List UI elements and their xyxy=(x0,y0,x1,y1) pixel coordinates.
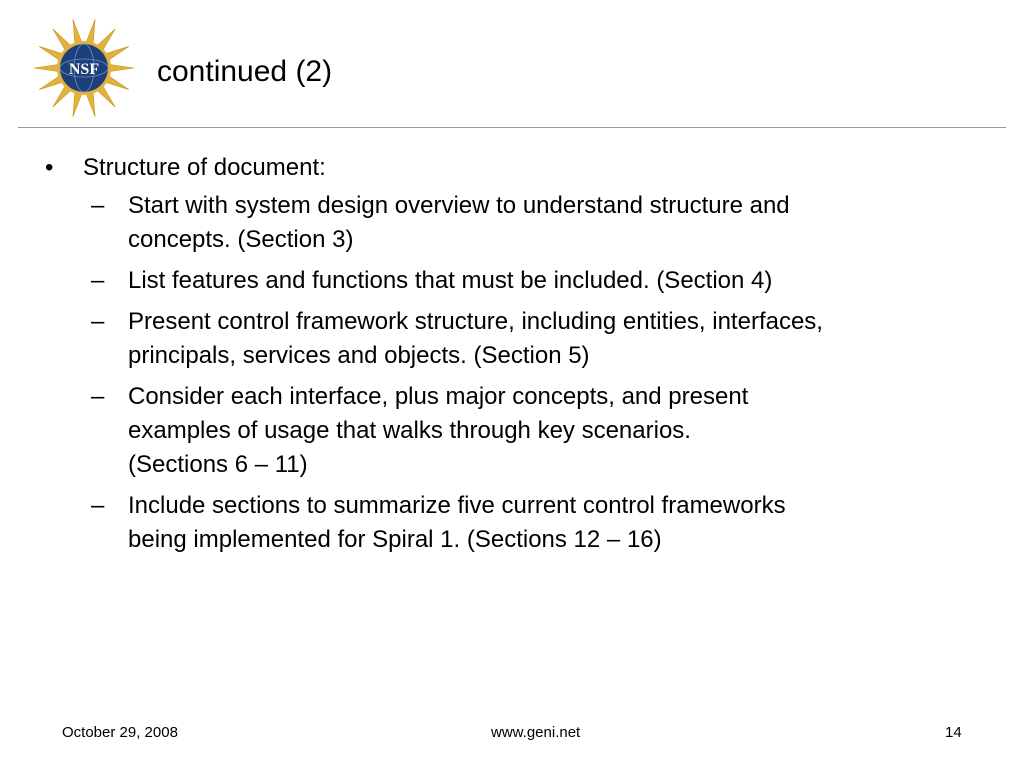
footer-page-number: 14 xyxy=(945,724,962,741)
sub-bullet-marker: – xyxy=(91,492,105,519)
logo-ray xyxy=(108,64,134,72)
sub-bullet-marker: – xyxy=(91,267,105,294)
title-divider xyxy=(18,127,1006,128)
sub-bullet-line: concepts. (Section 3) xyxy=(128,226,354,253)
sub-bullet-list xyxy=(45,189,975,557)
bullet-text: Structure of document: xyxy=(83,154,326,181)
sub-bullet-line: examples of usage that walks through key scenarios. xyxy=(128,417,691,444)
slide-title: continued (2) xyxy=(157,55,333,88)
sub-bullet-item xyxy=(45,489,963,557)
sub-bullet-line: Include sections to summarize five current control frameworks xyxy=(128,492,786,519)
sub-bullet-line: Present control framework structure, including entities, interfaces, xyxy=(128,308,823,335)
bullet-item xyxy=(45,151,975,185)
nsf-logo-text: NSF xyxy=(68,61,100,78)
slide-body xyxy=(45,151,975,564)
sub-bullet-line: Start with system design overview to understand structure and xyxy=(128,192,790,219)
nsf-logo-icon xyxy=(32,16,136,120)
sub-bullet-item xyxy=(45,380,963,482)
sub-bullet-line: Consider each interface, plus major concepts, and present xyxy=(128,383,749,410)
sub-bullet-marker: – xyxy=(91,192,105,219)
footer-url: www.geni.net xyxy=(491,724,581,741)
sub-bullet-item xyxy=(45,264,963,298)
logo-ray xyxy=(34,64,60,72)
sub-bullet-line: List features and functions that must be included. (Section 4) xyxy=(128,267,773,294)
sub-bullet-item xyxy=(45,305,963,373)
sub-bullet-line: principals, services and objects. (Section 5) xyxy=(128,342,590,369)
sub-bullet-line: (Sections 6 – 11) xyxy=(128,451,308,478)
sub-bullet-line: being implemented for Spiral 1. (Sections 12 – 16) xyxy=(128,526,662,553)
bullet-marker: • xyxy=(45,154,54,181)
sub-bullet-marker: – xyxy=(91,383,105,410)
sub-bullet-marker: – xyxy=(91,308,105,335)
sub-bullet-item xyxy=(45,189,963,257)
footer-date: October 29, 2008 xyxy=(62,724,178,741)
